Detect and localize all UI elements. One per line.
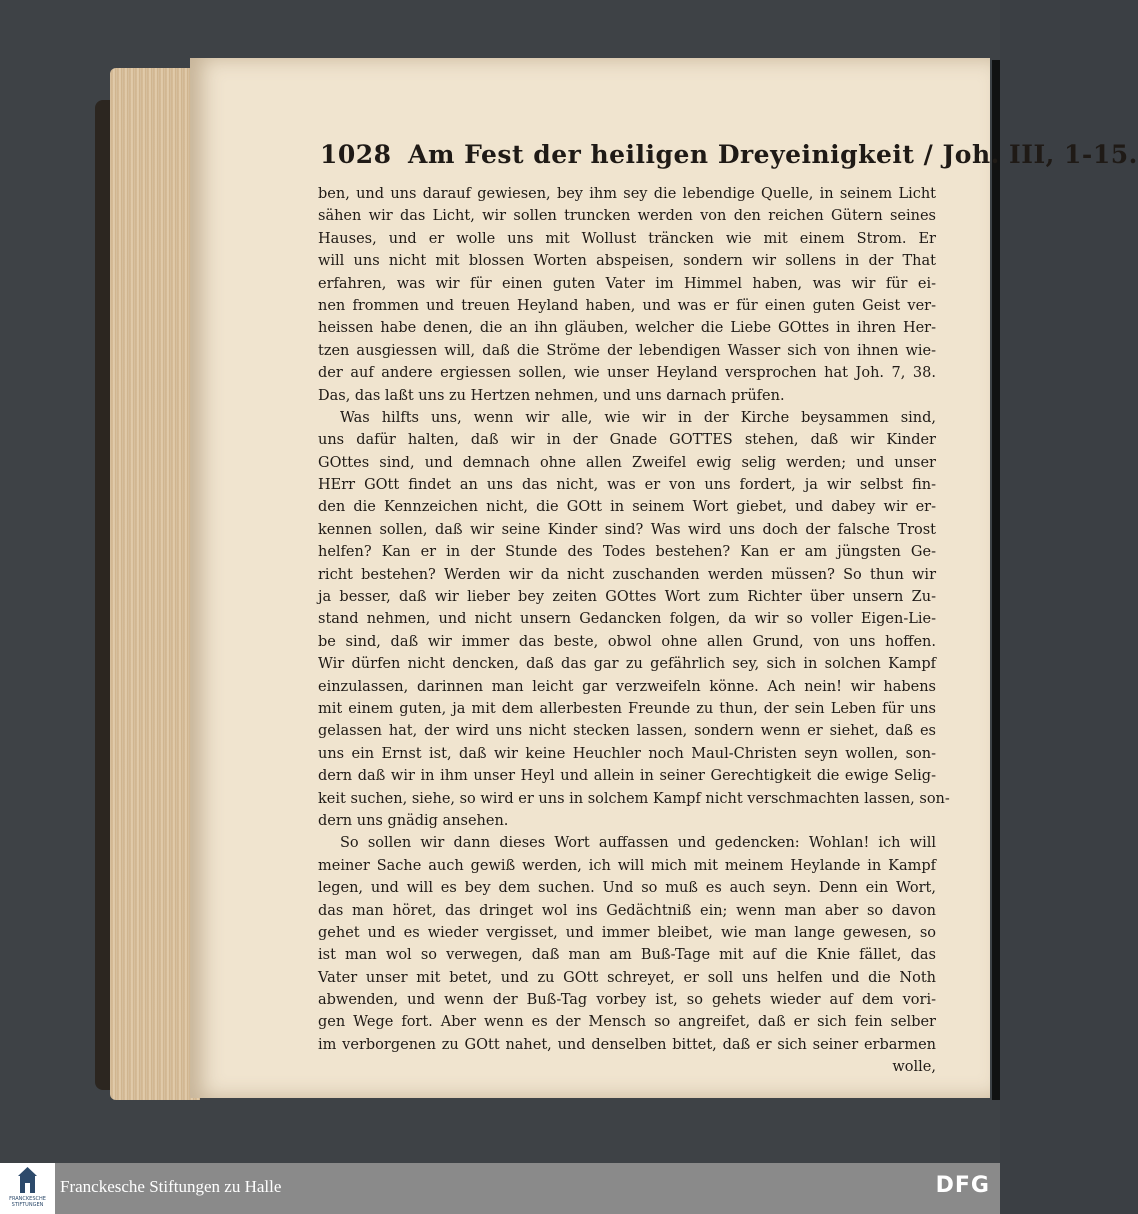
text-line: richt bestehen? Werden wir da nicht zuschanden werden müssen? So thun wir (318, 566, 936, 583)
text-line: legen, und will es bey dem suchen. Und so muß es auch seyn. Denn ein Wort, (318, 880, 936, 897)
text-line: das man höret, das dringet wol ins Gedächtniß ein; wenn man aber so davon (318, 902, 936, 919)
text-line: gelassen hat, der wird uns nicht stecken lassen, sondern wenn er siehet, daß es (318, 723, 936, 740)
text-line: be sind, daß wir immer das beste, obwol ohne allen Grund, von uns hoffen. (318, 633, 936, 650)
text-line: sähen wir das Licht, wir sollen truncken werden von den reichen Gütern seines (318, 208, 936, 225)
text-line: ist man wol so verwegen, daß man am Buß-Tage mit auf die Knie fället, das (318, 947, 936, 964)
text-line: gen Wege fort. Aber wenn es der Mensch so angreifet, daß er sich fein selber (318, 1014, 936, 1031)
text-line: gehet und es wieder vergisset, und immer bleibet, wie man lange gewesen, so (318, 924, 936, 941)
text-line: tzen ausgiessen will, daß die Ströme der lebendigen Wasser sich von ihnen wie- (318, 342, 936, 359)
text-line: heissen habe denen, die an ihn gläuben, welcher die Liebe GOttes in ihren Her- (318, 320, 936, 337)
text-line: Das, das laßt uns zu Hertzen nehmen, und uns darnach prüfen. (318, 387, 785, 404)
text-line: einzulassen, darinnen man leicht gar verzweifeln könne. Ach nein! wir habens (318, 678, 936, 695)
text-line: den die Kennzeichen nicht, die GOtt in seinem Wort giebet, und dabey wir er- (318, 499, 936, 516)
text-line: Hauses, und er wolle uns mit Wollust träncken wie mit einem Strom. Er (318, 230, 936, 247)
text-line: uns dafür halten, daß wir in der Gnade GOTTES stehen, daß wir Kinder (318, 432, 936, 449)
page-stack-edge (110, 68, 200, 1100)
text-line: meiner Sache auch gewiß werden, ich will mich mit meinem Heylande in Kampf (318, 857, 936, 874)
text-line: GOttes sind, und demnach ohne allen Zweifel ewig selig werden; und unser (318, 454, 936, 471)
text-line: wolle, (892, 1059, 936, 1076)
logo-label: FRANCKESCHE STIFTUNGEN (9, 1196, 46, 1208)
institution-logo[interactable] (0, 1163, 55, 1214)
text-line: mit einem guten, ja mit dem allerbesten Freunde zu thun, der sein Leben für uns (318, 700, 936, 717)
text-line: Wir dürfen nicht dencken, daß das gar zu gefährlich sey, sich in solchen Kampf (318, 656, 936, 673)
dfg-logo[interactable]: DFG (935, 1173, 990, 1198)
text-line: will uns nicht mit blossen Worten abspeisen, sondern wir sollens in der That (318, 253, 936, 270)
text-line: erfahren, was wir für einen guten Vater im Himmel haben, was wir für ei- (318, 275, 936, 292)
text-line: dern daß wir in ihm unser Heyl und allein in seiner Gerechtigkeit die ewige Selig- (318, 768, 936, 785)
text-line: Was hilfts uns, wenn wir alle, wie wir in der Kirche beysammen sind, (340, 409, 936, 426)
text-line: helfen? Kan er in der Stunde des Todes bestehen? Kan er am jüngsten Ge- (318, 544, 936, 561)
page-number: 1028 (320, 140, 392, 169)
text-line: ben, und uns darauf gewiesen, bey ihm sey die lebendige Quelle, in seinem Licht (318, 186, 936, 202)
text-line: keit suchen, siehe, so wird er uns in solchem Kampf nicht verschmachten lassen, son- (318, 790, 950, 807)
running-title: Am Fest der heiligen Dreyeinigkeit / Joh. III, 1-15. (408, 140, 1138, 169)
text-line: HErr GOtt findet an uns das nicht, was er von uns fordert, ja wir selbst fin- (318, 477, 936, 494)
text-line: der auf andere ergiessen sollen, wie unser Heyland versprochen hat Joh. 7, 38. (318, 365, 936, 382)
footer-bar (0, 1163, 1000, 1214)
scan-border (992, 60, 1000, 1100)
text-line: stand nehmen, und nicht unsern Gedancken folgen, da wir so voller Eigen-Lie- (318, 611, 936, 628)
text-line: ja besser, daß wir lieber bey zeiten GOttes Wort zum Richter über unsern Zu- (318, 589, 936, 606)
institution-name[interactable]: Franckesche Stiftungen zu Halle (60, 1177, 282, 1196)
text-line: abwenden, und wenn der Buß-Tag vorbey ist, so gehets wieder auf dem vori- (318, 992, 936, 1009)
text-line: uns ein Ernst ist, daß wir keine Heuchler noch Maul-Christen seyn wollen, son- (318, 745, 936, 762)
text-line: nen frommen und treuen Heyland haben, und was er für einen guten Geist ver- (318, 297, 936, 314)
text-line: Vater unser mit betet, und zu GOtt schreyet, er soll uns helfen und die Noth (318, 969, 936, 986)
page-header (320, 140, 1138, 169)
page-body-text (318, 183, 950, 1079)
text-line: dern uns gnädig ansehen. (318, 812, 509, 829)
text-line: So sollen wir dann dieses Wort auffassen und gedencken: Wohlan! ich will (340, 835, 936, 852)
text-line: kennen sollen, daß wir seine Kinder sind? Was wird uns doch der falsche Trost (318, 521, 936, 538)
building-icon (0, 1163, 55, 1197)
text-line: im verborgenen zu GOtt nahet, und denselben bittet, daß er sich seiner erbarmen (318, 1036, 936, 1053)
